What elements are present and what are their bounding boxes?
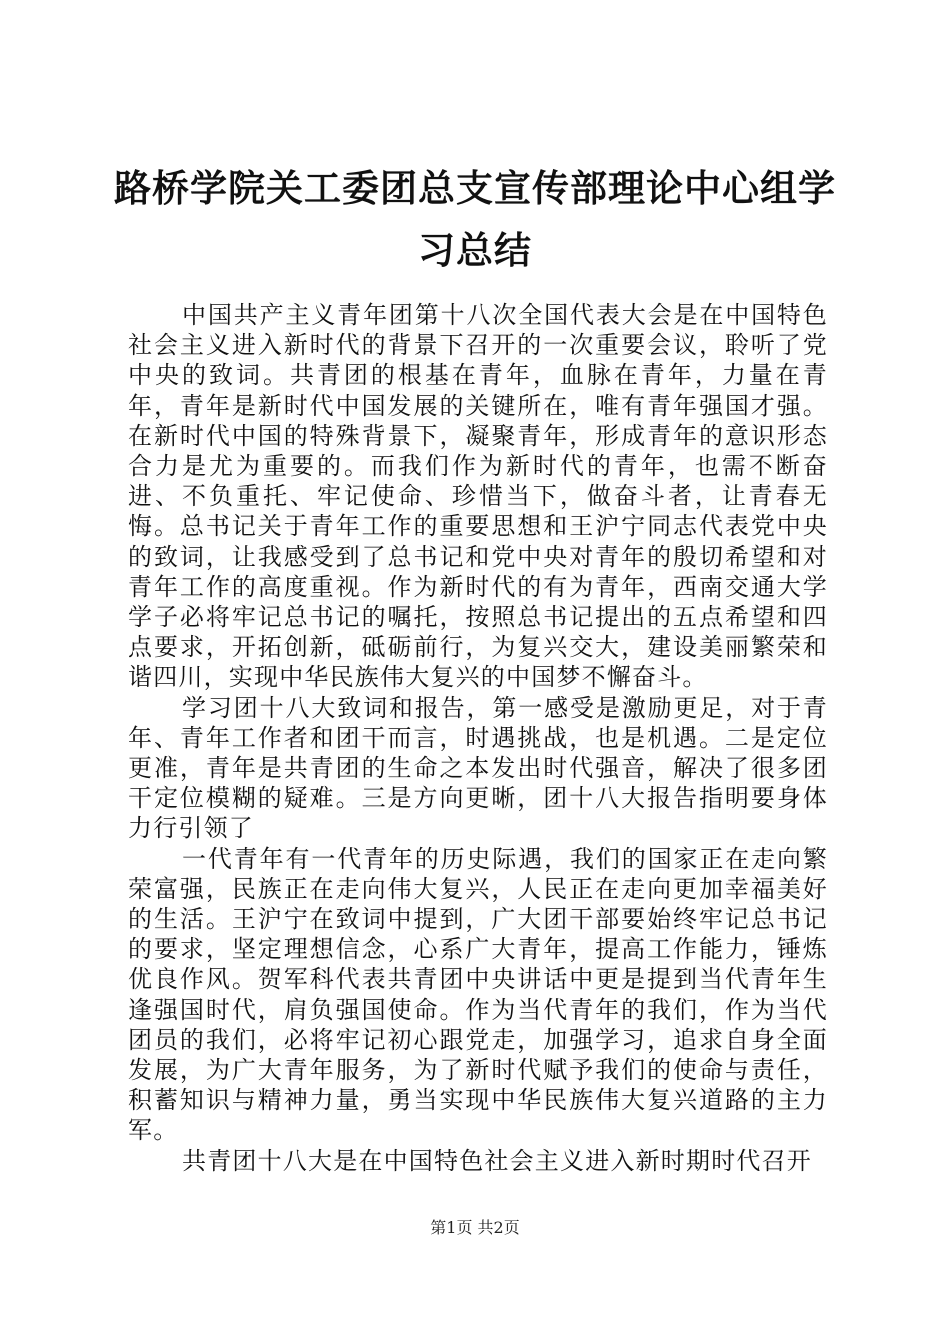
page-number-footer: 第1页 共2页 <box>430 1218 520 1237</box>
paragraph-1: 中国共产主义青年团第十八次全国代表大会是在中国特色社会主义进入新时代的背景下召开的一次重要会议，聆听了党中央的致词。共青团的根基在青年，血脉在青年，力量在青年，青年是新时代中国发展的关键所在，唯有青年强国才强。在新时代中国的特殊背景下，凝聚青年，形成青年的意识形态合力是尤为重要的。而我们作为新时代的青年，也需不断奋进、不负重托、牢记使命、珍惜当下，做奋斗者，让青春无悔。总书记关于青年工作的重要思想和王沪宁同志代表党中央的致词，让我感受到了总书记和党中央对青年的殷切希望和对青年工作的高度重视。作为新时代的有为青年，西南交通大学学子必将牢记总书记的嘱托，按照总书记提出的五点希望和四点要求，开拓创新，砥砺前行，为复兴交大，建设美丽繁荣和谐四川，实现中华民族伟大复兴的中国梦不懈奋斗。 <box>128 301 828 692</box>
paragraph-3: 一代青年有一代青年的历史际遇，我们的国家正在走向繁荣富强，民族正在走向伟大复兴，人民正在走向更加幸福美好的生活。王沪宁在致词中提到，广大团干部要始终牢记总书记的要求，坚定理想信念，心系广大青年，提高工作能力，锤炼优良作风。贺军科代表共青团中央讲话中更是提到当代青年生逢强国时代，肩负强国使命。作为当代青年的我们，作为当代团员的我们，必将牢记初心跟党走，加强学习，追求自身全面发展，为广大青年服务，为了新时代赋予我们的使命与责任，积蓄知识与精神力量，勇当实现中华民族伟大复兴道路的主力军。 <box>128 844 828 1145</box>
document-body <box>128 300 828 1176</box>
document-title: 路桥学院关工委团总支宣传部理论中心组学习总结 <box>114 167 836 272</box>
paragraph-2: 学习团十八大致词和报告，第一感受是激励更足，对于青年、青年工作者和团干而言，时遇挑战，也是机遇。二是定位更准，青年是共青团的生命之本发出时代强音，解决了很多团干定位模糊的疑难。三是方向更晰，团十八大报告指明要身体力行引领了 <box>128 693 828 843</box>
paragraph-4: 共青团十八大是在中国特色社会主义进入新时期时代召开 <box>182 1146 812 1175</box>
